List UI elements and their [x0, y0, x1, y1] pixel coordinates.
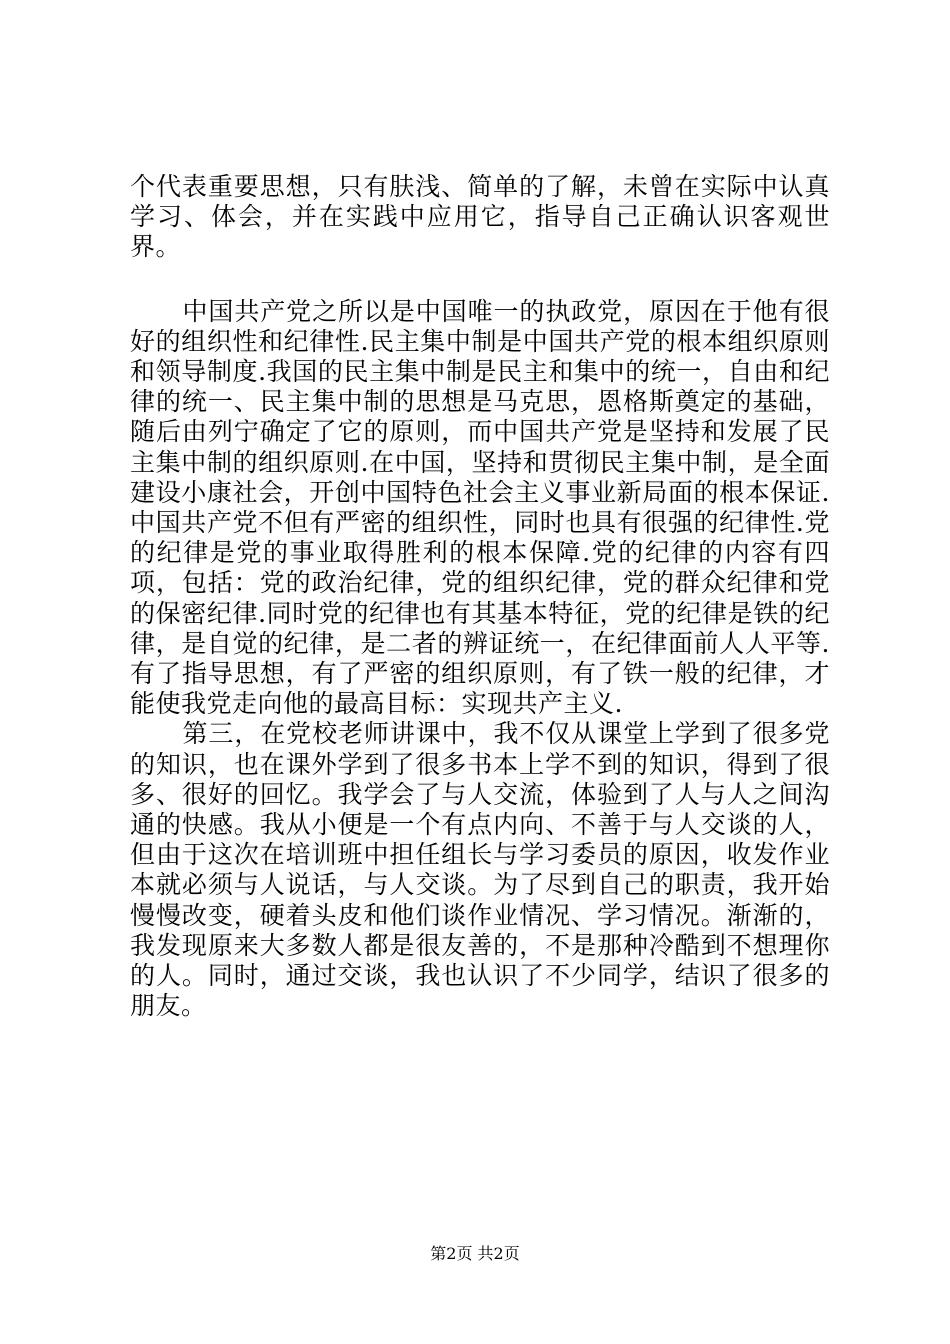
paragraph-continued: 个代表重要思想，只有肤浅、简单的了解，未曾在实际中认真学习、体会，并在实践中应用它，指导自己正确认识客观世界。	[130, 172, 830, 262]
paragraph-party-discipline: 中国共产党之所以是中国唯一的执政党，原因在于他有很好的组织性和纪律性.民主集中制是中国共产党的根本组织原则和领导制度.我国的民主集中制是民主和集中的统一，自由和纪律的统一、民主集中制的思想是马克思，恩格斯奠定的基础，随后由列宁确定了它的原则，而中国共产党是坚持和发展了民主集中制的组织原则.在中国，坚持和贯彻民主集中制，是全面建设小康社会，开创中国特色社会主义事业新局面的根本保证.中国共产党不但有严密的组织性，同时也具有很强的纪律性.党的纪律是党的事业取得胜利的根本保障.党的纪律的内容有四项，包括：党的政治纪律，党的组织纪律，党的群众纪律和党的保密纪律.同时党的纪律也有其基本特征，党的纪律是铁的纪律，是自觉的纪律，是二者的辨证统一，在纪律面前人人平等.有了指导思想，有了严密的组织原则，有了铁一般的纪律，才能使我党走向他的最高目标：实现共产主义.	[130, 296, 830, 719]
page-footer: 第2页 共2页	[430, 1244, 520, 1263]
paragraph-third-point: 第三，在党校老师讲课中，我不仅从课堂上学到了很多党的知识，也在课外学到了很多书本上学不到的知识，得到了很多、很好的回忆。我学会了与人交流，体验到了人与人之间沟通的快感。我从小便是一个有点内向、不善于与人交谈的人，但由于这次在培训班中担任组长与学习委员的原因，收发作业本就必须与人说话，与人交谈。为了尽到自己的职责，我开始慢慢改变，硬着头皮和他们谈作业情况、学习情况。渐渐的，我发现原来大多数人都是很友善的，不是那种冷酷到不想理你的人。同时，通过交谈，我也认识了不少同学，结识了很多的朋友。	[130, 719, 830, 1021]
paragraph-gap	[130, 263, 830, 297]
document-body	[130, 172, 830, 1021]
